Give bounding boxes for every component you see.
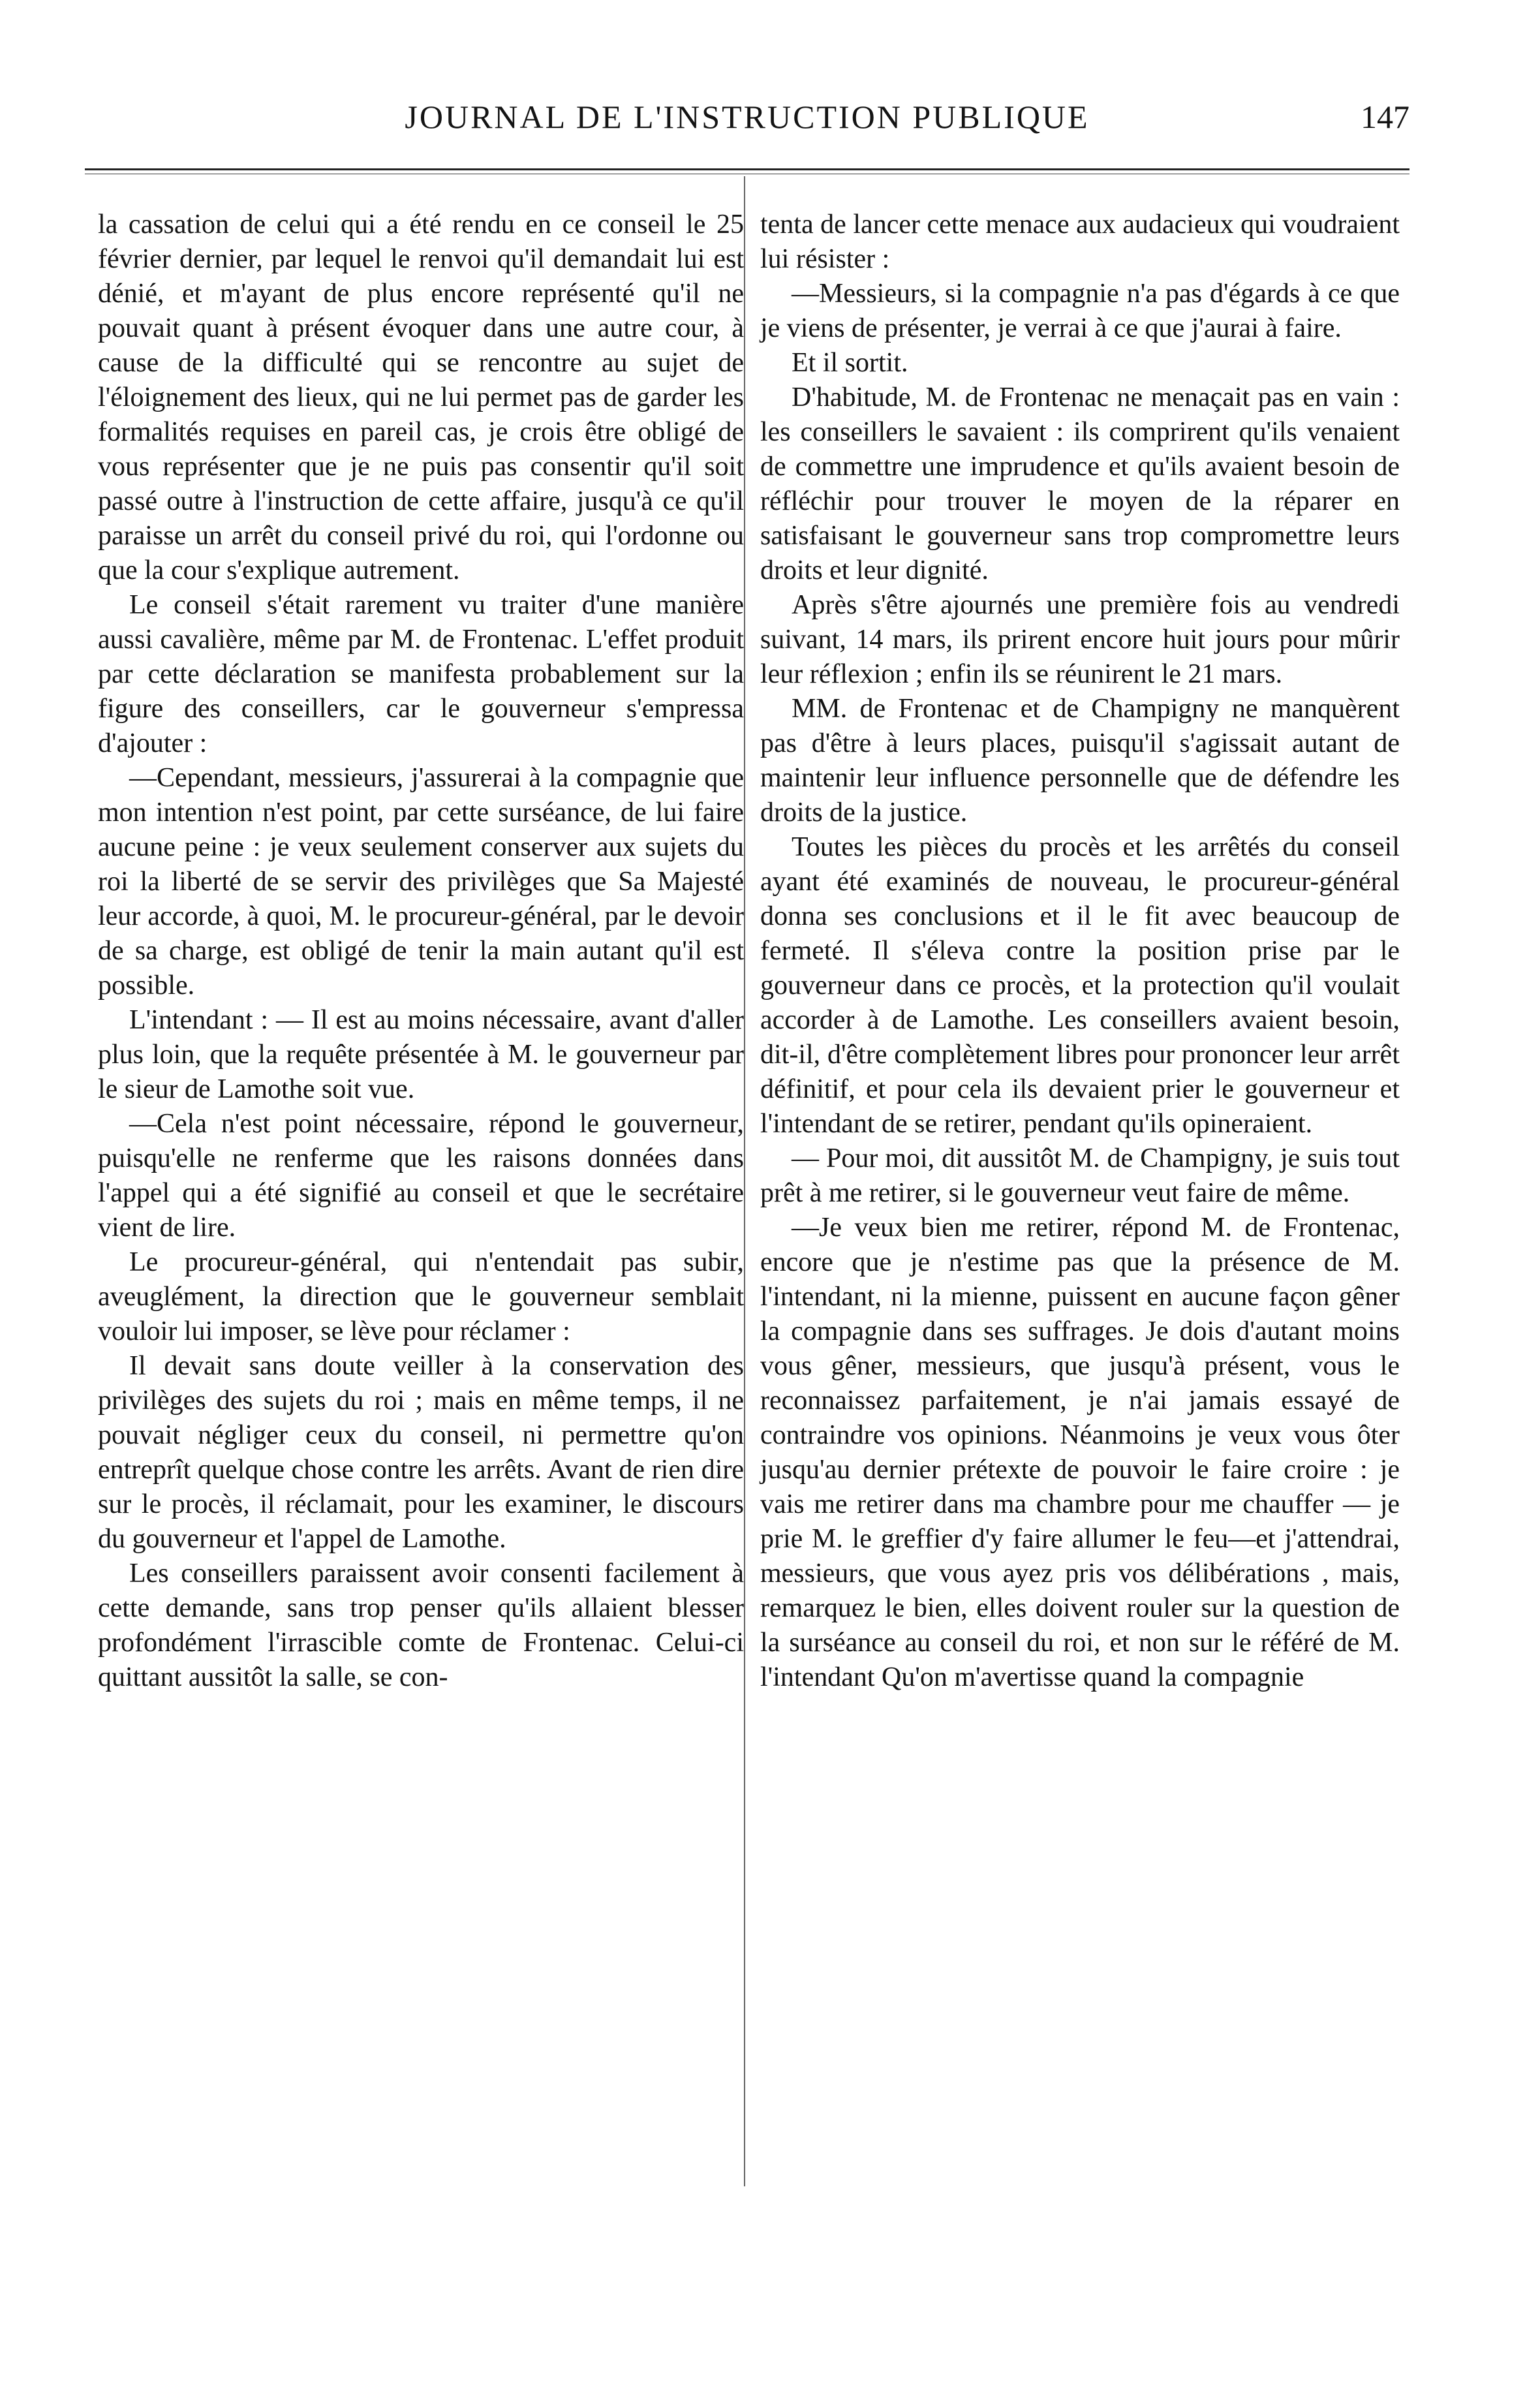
- paragraph: Le procureur-général, qui n'entendait pas subir, aveuglément, la direction que le gouverneur semblait vouloir lui imposer, se lève pour réclamer :: [98, 1247, 744, 1346]
- page-header: [85, 98, 1409, 144]
- paragraph: Il devait sans doute veiller à la conservation des privilèges des sujets du roi ; mais en même temps, il ne pouvait négliger ceux du conseil, ni permettre qu'on entreprît quelque chose contre les arrêts. Avant de rien dire sur le procès, il réclamait, pour les examiner, le discours du gouverneur et l'appel de Lamothe.: [98, 1351, 744, 1554]
- paragraph: —Messieurs, si la compagnie n'a pas d'égards à ce que je viens de présenter, je verrai à ce que j'aurai à faire.: [760, 279, 1400, 343]
- page-number: 147: [1361, 99, 1409, 135]
- paragraph: Après s'être ajournés une première fois au vendredi suivant, 14 mars, ils prirent encore huit jours pour mûrir leur réflexion ; enfin ils se réunirent le 21 mars.: [760, 590, 1400, 689]
- paragraph: —Je veux bien me retirer, répond M. de Frontenac, encore que je n'estime pas que la présence de M. l'intendant, ni la mienne, puissent en aucune façon gêner la compagnie dans ses suffrages. Je dois d'autant moins vous gêner, messieurs, que jusqu'à présent, vous le reconnaissez parfaitement, je n'ai jamais essayé de contraindre vos opinions. Néanmoins je veux vous ôter jusqu'au dernier prétexte de pouvoir le faire croire : je vais me retirer dans ma chambre pour me chauffer — je prie M. le greffier d'y faire allumer le feu—et j'attendrai, messieurs, que vous ayez pris vos délibérations , mais, remarquez le bien, elles doivent rouler sur la question de la surséance au conseil du roi, et non sur le référé de M. l'intendant Qu'on m'avertisse quand la compagnie: [760, 1213, 1400, 1692]
- paragraph: —Cela n'est point nécessaire, répond le gouverneur, puisqu'elle ne renferme que les raisons données dans l'appel qui a été signifié au conseil et que le secrétaire vient de lire.: [98, 1109, 744, 1243]
- right-column: [760, 208, 1400, 1695]
- paragraph: la cassation de celui qui a été rendu en ce conseil le 25 février dernier, par lequel le renvoi qu'il demandait lui est dénié, et m'ayant de plus encore représenté qu'il ne pouvait quant à présent évoquer dans une autre cour, à cause de la difficulté qui se rencontre au sujet de l'éloignement des lieux, qui ne lui permet pas de garder les formalités requises en pareil cas, je crois être obligé de vous représenter que je ne puis pas consentir qu'il soit passé outre à l'instruction de cette affaire, jusqu'à ce qu'il paraisse un arrêt du conseil privé du roi, qui l'ordonne ou que la cour s'explique autrement.: [98, 209, 744, 585]
- paragraph: MM. de Frontenac et de Champigny ne manquèrent pas d'être à leurs places, puisqu'il s'agissait autant de maintenir leur influence personnelle que de défendre les droits de la justice.: [760, 694, 1400, 828]
- left-column: [98, 208, 744, 1695]
- paragraph: Le conseil s'était rarement vu traiter d'une manière aussi cavalière, même par M. de Frontenac. L'effet produit par cette déclaration se manifesta probablement sur la figure des conseillers, car le gouverneur s'empressa d'ajouter :: [98, 590, 744, 758]
- paragraph: tenta de lancer cette menace aux audacieux qui voudraient lui résister :: [760, 209, 1400, 274]
- paragraph: Les conseillers paraissent avoir consenti facilement à cette demande, sans trop penser qu'ils allaient blesser profondément l'irrascible comte de Frontenac. Celui-ci quittant aussitôt la salle, se con-: [98, 1558, 744, 1692]
- paragraph: —Cependant, messieurs, j'assurerai à la compagnie que mon intention n'est point, par cette surséance, de lui faire aucune peine : je veux seulement conserver aux sujets du roi la liberté de se servir des privilèges que Sa Majesté leur accorde, à quoi, M. le procureur-général, par le devoir de sa charge, est obligé de tenir la main autant qu'il est possible.: [98, 763, 744, 1000]
- paragraph: L'intendant : — Il est au moins nécessaire, avant d'aller plus loin, que la requête présentée à M. le gouverneur par le sieur de Lamothe soit vue.: [98, 1005, 744, 1104]
- column-divider: [744, 176, 745, 2186]
- paragraph: D'habitude, M. de Frontenac ne menaçait pas en vain : les conseillers le savaient : ils comprirent qu'ils venaient de commettre une imprudence et qu'ils avaient besoin de réfléchir pour trouver le moyen de la réparer en satisfaisant le gouverneur sans trop compromettre leurs droits et leur dignité.: [760, 382, 1400, 585]
- paragraph: Toutes les pièces du procès et les arrêtés du conseil ayant été examinés de nouveau, le procureur-général donna ses conclusions et il le fit avec beaucoup de fermeté. Il s'éleva contre la position prise par le gouverneur dans ce procès, et la protection qu'il voulait accorder à de Lamothe. Les conseillers avaient besoin, dit-il, d'être complètement libres pour prononcer leur arrêt définitif, et pour cela ils devaient prier le gouverneur et l'intendant de se retirer, pendant qu'ils opineraient.: [760, 832, 1400, 1139]
- paragraph: Et il sortit.: [792, 348, 908, 378]
- header-rule: [85, 168, 1409, 170]
- running-title: JOURNAL DE L'INSTRUCTION PUBLIQUE: [405, 99, 1090, 135]
- paragraph: — Pour moi, dit aussitôt M. de Champigny, je suis tout prêt à me retirer, si le gouverneur veut faire de même.: [760, 1143, 1400, 1208]
